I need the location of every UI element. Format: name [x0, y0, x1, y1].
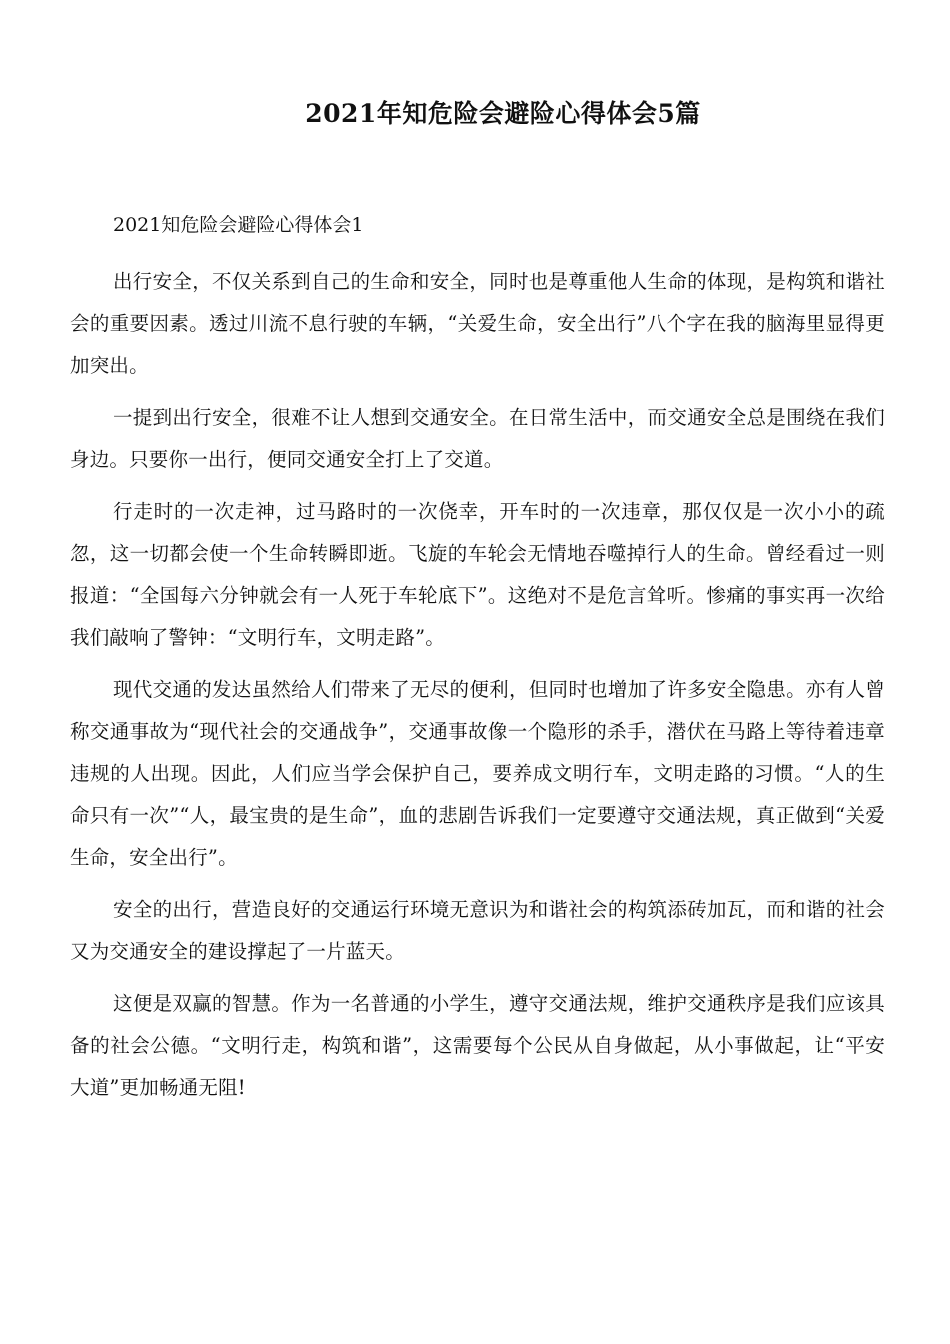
paragraph-5: 安全的出行，营造良好的交通运行环境无意识为和谐社会的构筑添砖加瓦，而和谐的社会又为交通安全的建设撑起了一片蓝天。: [70, 898, 885, 963]
paragraph-3: 行走时的一次走神，过马路时的一次侥幸，开车时的一次违章，那仅仅是一次小小的疏忽，这一切都会使一个生命转瞬即逝。飞旋的车轮会无情地吞噬掉行人的生命。曾经看过一则报道：“全国每六分钟就会有一人死于车轮底下”。这绝对不是危言耸听。惨痛的事实再一次给我们敲响了警钟：“文明行车，文明走路”。: [70, 500, 885, 649]
document-body: [70, 210, 885, 1119]
section-heading: 2021知危险会避险心得体会1: [113, 214, 364, 236]
paragraph-4: 现代交通的发达虽然给人们带来了无尽的便利，但同时也增加了许多安全隐患。亦有人曾称交通事故为“现代社会的交通战争”，交通事故像一个隐形的杀手，潜伏在马路上等待着违章违规的人出现。因此，人们应当学会保护自己，要养成文明行车，文明走路的习惯。“人的生命只有一次”“人，最宝贵的是生命”，血的悲剧告诉我们一定要遵守交通法规，真正做到“关爱生命，安全出行”。: [70, 678, 885, 869]
paragraph-2: 一提到出行安全，很难不让人想到交通安全。在日常生活中，而交通安全总是围绕在我们身边。只要你一出行，便同交通安全打上了交道。: [70, 406, 885, 471]
paragraph-1: 出行安全，不仅关系到自己的生命和安全，同时也是尊重他人生命的体现，是构筑和谐社会的重要因素。透过川流不息行驶的车辆，“关爱生命，安全出行”八个字在我的脑海里显得更加突出。: [70, 270, 885, 377]
paragraph-6: 这便是双赢的智慧。作为一名普通的小学生，遵守交通法规，维护交通秩序是我们应该具备的社会公德。“文明行走，构筑和谐”，这需要每个公民从自身做起，从小事做起，让“平安大道”更加畅通无阻!: [70, 992, 885, 1099]
document-title: 2021年知危险会避险心得体会5篇: [305, 99, 701, 128]
